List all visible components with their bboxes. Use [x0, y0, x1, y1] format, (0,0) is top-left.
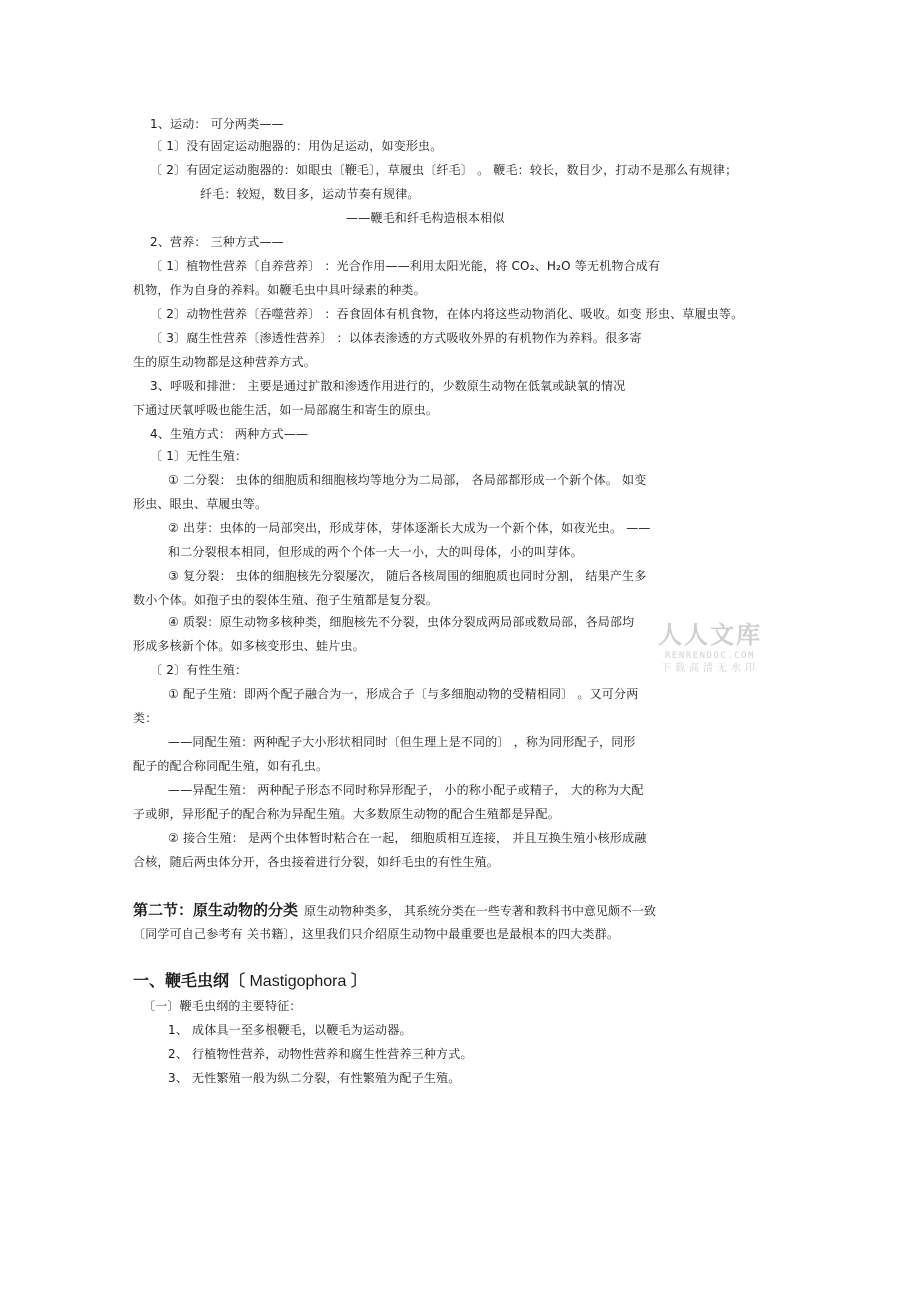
- features-heading: 〔一〕鞭毛虫纲的主要特征：: [143, 999, 302, 1013]
- text-line: 〔 2〕有固定运动胞器的：如眼虫〔鞭毛〕，草履虫〔纤毛〕 。 鞭毛：较长，数目少，打动不是那么有规律；: [150, 163, 738, 177]
- text-line: 〔 3〕腐生性营养〔渗透性营养〕 ：以体表渗透的方式吸收外界的有机物作为养料。很多寄: [150, 331, 642, 345]
- watermark: [646, 620, 774, 676]
- text-line: ——同配生殖：两种配子大小形状相同时〔但生理上是不同的〕 ，称为同形配子，同形: [168, 735, 636, 749]
- feature-item: 3、 无性繁殖一般为纵二分裂，有性繁殖为配子生殖。: [168, 1071, 461, 1085]
- text-line: 形成多核新个体。如多核变形虫、蛙片虫。: [133, 639, 365, 653]
- text-line: 生的原生动物都是这种营养方式。: [133, 355, 317, 369]
- text-line: 〔 2〕动物性营养〔吞噬营养〕 ：吞食固体有机食物，在体内将这些动物消化、吸收。如变 形虫、草履虫等。: [150, 307, 744, 321]
- class-heading-title: 一、鞭毛虫纲〔: [133, 971, 246, 990]
- section-note: 原生动物种类多， 其系统分类在一些专著和教科书中意见颇不一致: [304, 904, 656, 918]
- feature-item: 1、 成体具一至多根鞭毛，以鞭毛为运动器。: [168, 1023, 412, 1037]
- text-line: 形虫、眼虫、草履虫等。: [133, 497, 268, 511]
- watermark-slogan: 下载高清无水印: [661, 663, 759, 674]
- watermark-title: 人人文库: [658, 621, 762, 649]
- text-line: 合核，随后两虫体分开，各虫接着进行分裂，如纤毛虫的有性生殖。: [133, 855, 500, 869]
- section-heading: [133, 900, 656, 921]
- watermark-site: RENRENDOC.COM: [665, 651, 755, 661]
- text-line: 〔 1〕无性生殖：: [150, 449, 248, 463]
- text-line: 2、营养： 三种方式——: [150, 235, 284, 249]
- text-line: 1、运动： 可分两类——: [150, 117, 284, 131]
- text-line: 下通过厌氧呼吸也能生活，如一局部腐生和寄生的原虫。: [133, 403, 439, 417]
- text-line: 3、呼吸和排泄： 主要是通过扩散和渗透作用进行的，少数原生动物在低氧或缺氧的情况: [150, 379, 626, 393]
- text-line: 和二分裂根本相同，但形成的两个个体一大一小，大的叫母体，小的叫芽体。: [168, 545, 583, 559]
- class-heading-close: 〕: [350, 971, 367, 990]
- text-line: ——鞭毛和纤毛构造根本相似: [346, 211, 505, 225]
- text-line: ① 二分裂： 虫体的细胞质和细胞核均等地分为二局部， 各局部都形成一个新个体。 如变: [168, 473, 647, 487]
- text-line: ① 配子生殖：即两个配子融合为一，形成合子〔与多细胞动物的受精相同〕 。又可分两: [168, 687, 639, 701]
- text-line: ② 出芽：虫体的一局部突出，形成芽体，芽体逐渐长大成为一个新个体，如夜光虫。 ——: [168, 521, 651, 535]
- text-line: 〔 1〕植物性营养〔自养营养〕 ：光合作用——利用太阳光能，将 CO₂、H₂O 等无机物合成有: [150, 259, 661, 273]
- text-line: ② 接合生殖： 是两个虫体暂时粘合在一起， 细胞质相互连接， 并且互换生殖小核形成融: [168, 831, 647, 845]
- text-line: 类：: [133, 711, 158, 725]
- section-title: 第二节：原生动物的分类: [133, 901, 299, 919]
- text-line: 〔 2〕有性生殖：: [150, 663, 248, 677]
- text-line: 数小个体。如孢子虫的裂体生殖、孢子生殖都是复分裂。: [133, 593, 439, 607]
- text-line: 纤毛：较短，数目多，运动节奏有规律。: [200, 187, 420, 201]
- text-line: 4、生殖方式： 两种方式——: [150, 427, 309, 441]
- text-line: ③ 复分裂： 虫体的细胞核先分裂屡次， 随后各核周围的细胞质也同时分割， 结果产生多: [168, 569, 647, 583]
- text-line: 子或卵，异形配子的配合称为异配生殖。大多数原生动物的配合生殖都是异配。: [133, 807, 561, 821]
- class-latin-name: Mastigophora: [245, 973, 351, 990]
- text-line: 配子的配合称同配生殖，如有孔虫。: [133, 759, 329, 773]
- text-line: 〔同学可自己参考有 关书籍〕，这里我们只介绍原生动物中最重要也是最根本的四大类群。: [133, 927, 620, 941]
- class-heading: [133, 970, 367, 993]
- text-line: 机物，作为自身的养料。如鞭毛虫中具叶绿素的种类。: [133, 283, 426, 297]
- text-line: 〔 1〕没有固定运动胞器的：用伪足运动，如变形虫。: [150, 139, 443, 153]
- text-line: ——异配生殖： 两种配子形态不同时称异形配子， 小的称小配子或精子， 大的称为大配: [168, 783, 644, 797]
- text-line: ④ 质裂：原生动物多核种类，细胞核先不分裂，虫体分裂成两局部或数局部，各局部均: [168, 615, 635, 629]
- feature-item: 2、 行植物性营养，动物性营养和腐生性营养三种方式。: [168, 1047, 473, 1061]
